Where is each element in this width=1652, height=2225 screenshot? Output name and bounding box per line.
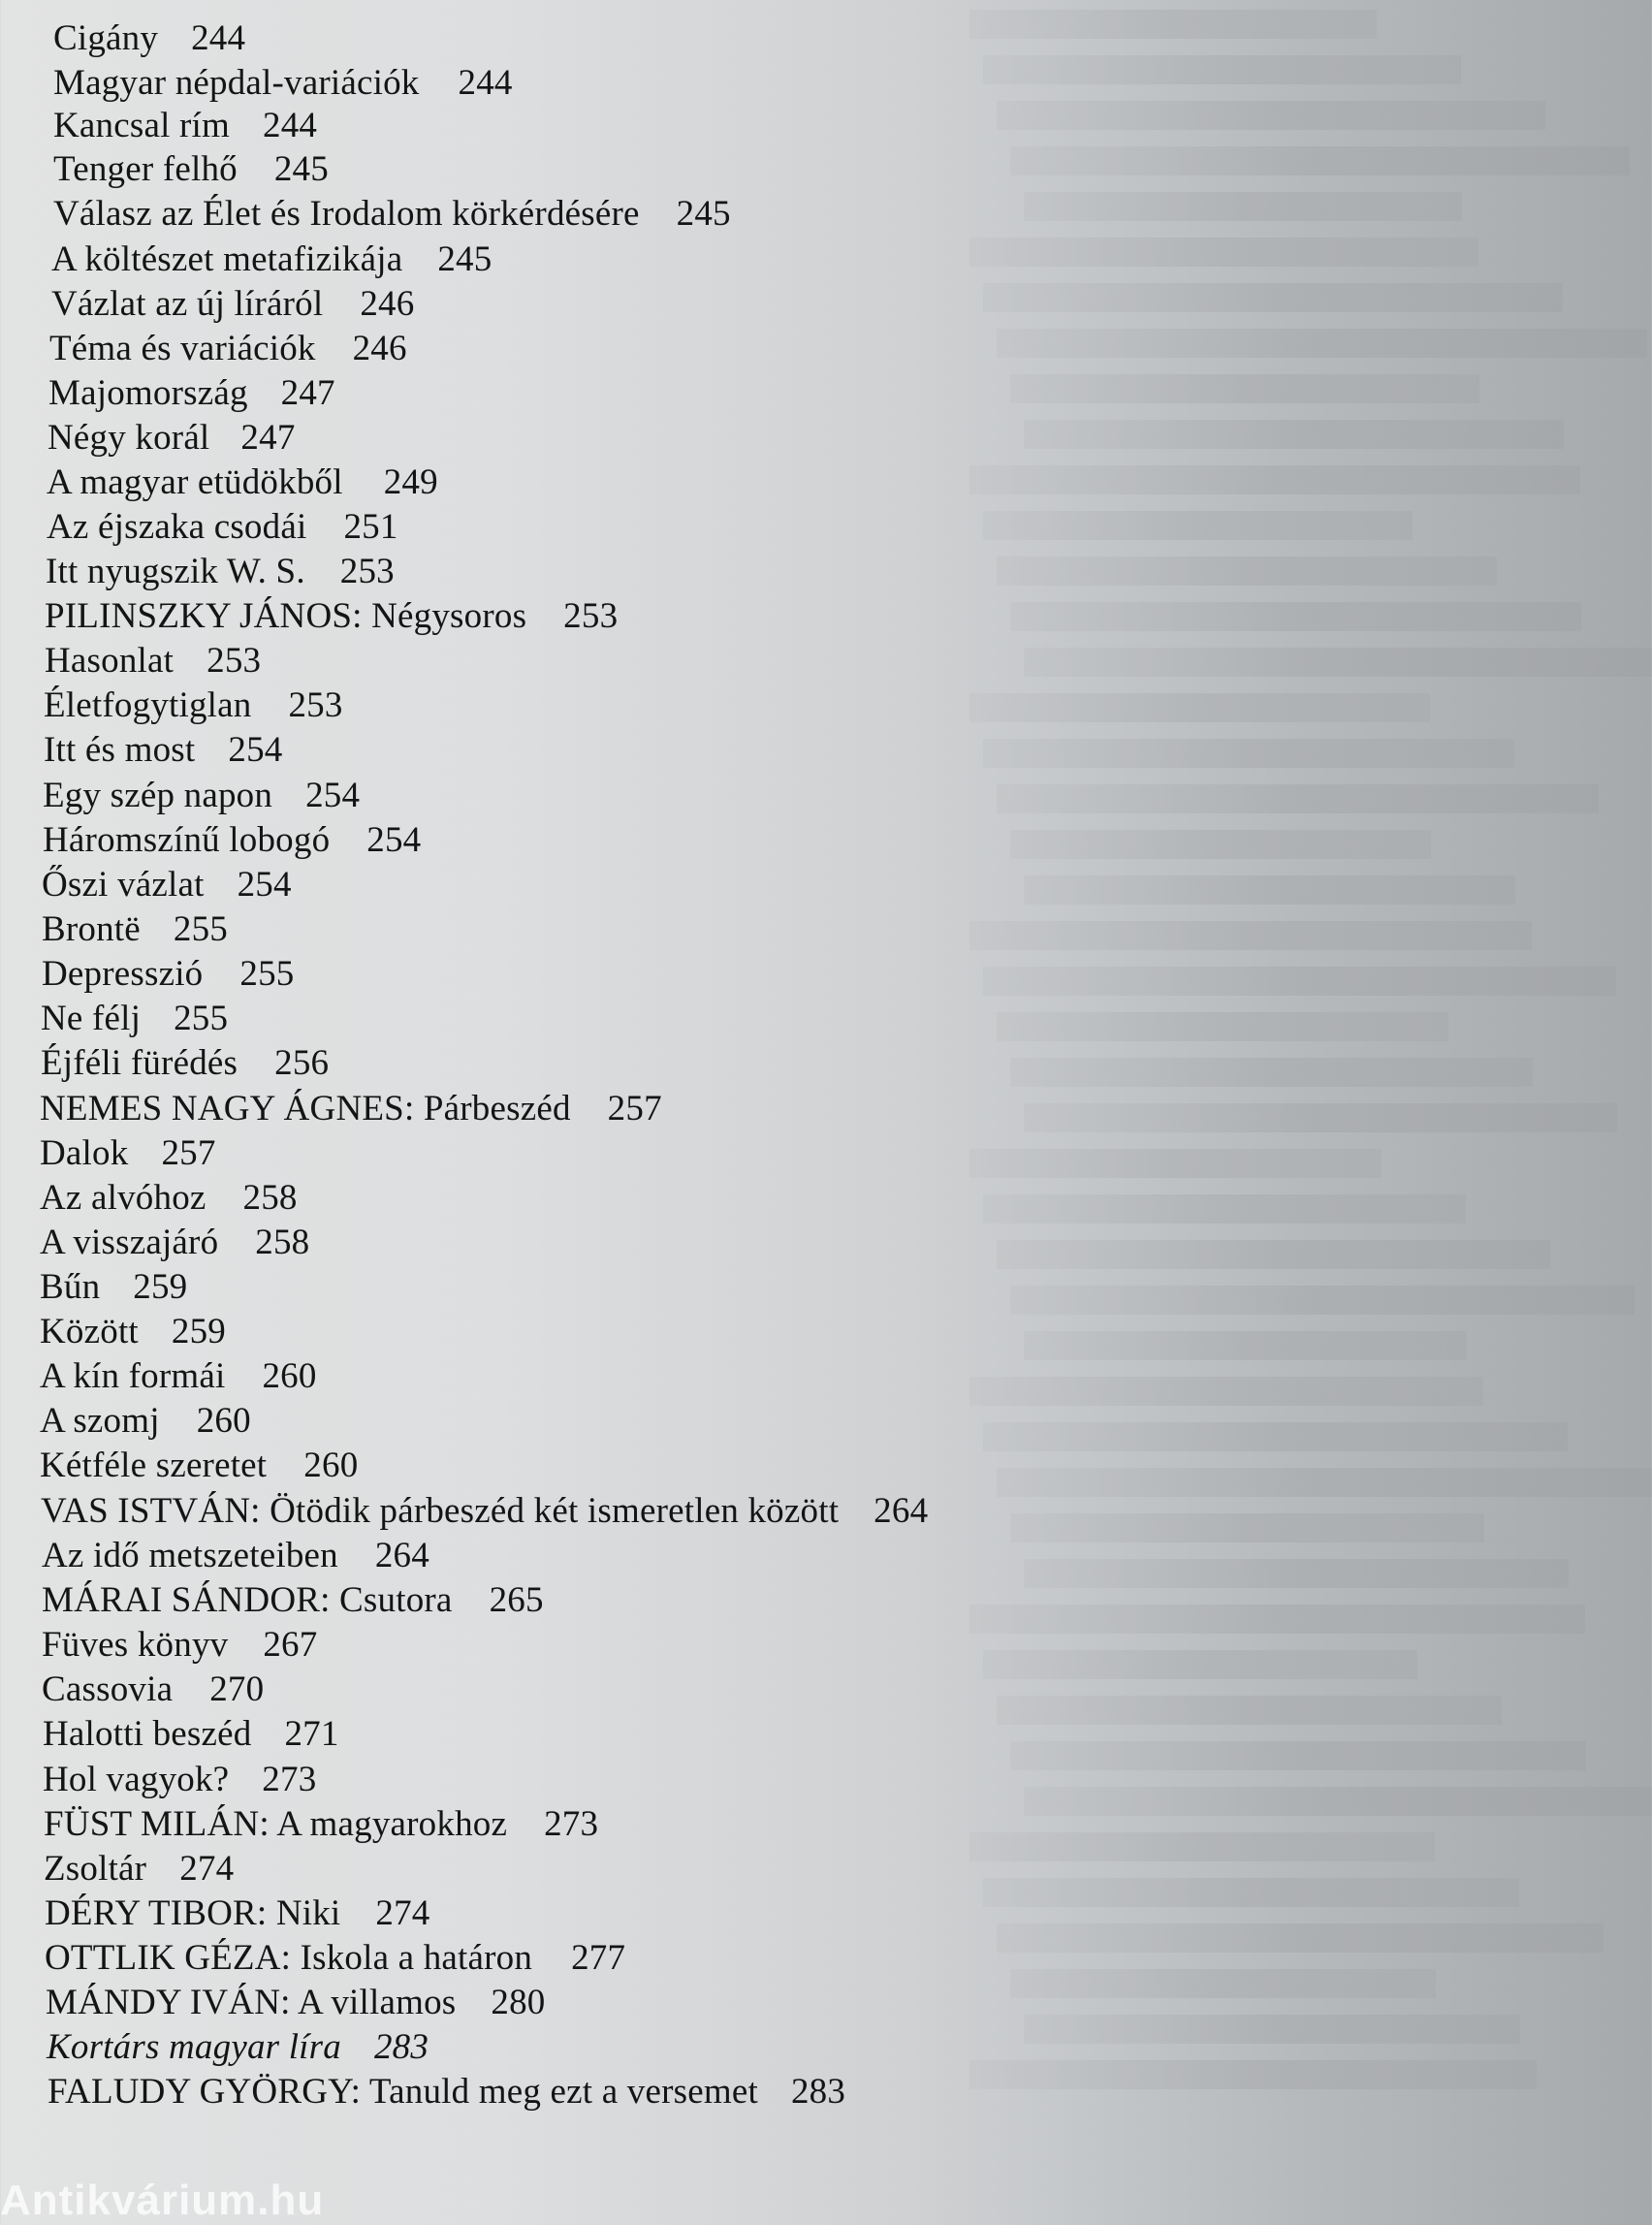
- entry-page-number: 244: [263, 106, 318, 145]
- bleed-through-line: [997, 1468, 1652, 1497]
- toc-entry: [40, 1445, 358, 1487]
- entry-title: Hol vagyok?: [43, 1760, 230, 1799]
- toc-entry: [42, 864, 292, 906]
- entry-page-number: 247: [280, 373, 335, 413]
- entry-title: MÁRAI SÁNDOR: Csutora: [42, 1580, 453, 1620]
- entry-title: Itt nyugszik W. S.: [46, 552, 305, 591]
- bleed-through-line: [1010, 1286, 1635, 1315]
- bleed-through-line: [969, 921, 1532, 950]
- entry-title: OTTLIK GÉZA: Iskola a határon: [45, 1938, 533, 1978]
- bleed-through-line: [1010, 1058, 1533, 1087]
- bleed-through-line: [1010, 1741, 1586, 1770]
- entry-title: Vázlat az új líráról: [51, 284, 324, 324]
- entry-title: Halotti beszéd: [43, 1714, 252, 1754]
- entry-title: FÜST MILÁN: A magyarokhoz: [44, 1804, 508, 1844]
- bleed-through-line: [969, 465, 1580, 494]
- bleed-through-line: [1024, 1787, 1652, 1816]
- entry-page-number: 244: [191, 18, 246, 58]
- entry-page-number: 257: [607, 1089, 662, 1128]
- toc-entry: [43, 1759, 316, 1801]
- bleed-through-line: [1024, 875, 1515, 905]
- entry-page-number: 253: [339, 552, 395, 591]
- bleed-through-line: [1024, 1559, 1569, 1588]
- bleed-through-line: [1010, 374, 1479, 403]
- entry-title: Brontë: [42, 909, 141, 949]
- toc-entry: [53, 17, 245, 60]
- toc-entry: [44, 1803, 598, 1846]
- toc-entry: [48, 372, 335, 415]
- bleed-through-line: [997, 1012, 1448, 1041]
- entry-title: Életfogytiglan: [44, 685, 252, 725]
- entry-title: Kortárs magyar líra: [47, 2027, 341, 2067]
- entry-title: Magyar népdal-variációk: [53, 63, 420, 103]
- entry-page-number: 246: [360, 284, 415, 324]
- entry-page-number: 264: [374, 1536, 429, 1575]
- entry-title: Majomország: [48, 373, 248, 413]
- entry-page-number: 246: [352, 329, 407, 368]
- entry-title: Egy szép napon: [43, 776, 273, 815]
- entry-page-number: 280: [491, 1983, 546, 2022]
- entry-title: DÉRY TIBOR: Niki: [45, 1893, 341, 1933]
- toc-entry: [40, 1311, 226, 1353]
- entry-title: NEMES NAGY ÁGNES: Párbeszéd: [40, 1089, 571, 1128]
- toc-entry: [51, 283, 414, 326]
- entry-page-number: 256: [274, 1043, 330, 1083]
- toc-entry: [42, 953, 295, 996]
- entry-title: Háromszínű lobogó: [43, 820, 331, 860]
- entry-page-number: 265: [489, 1580, 544, 1620]
- bleed-through-line: [997, 556, 1497, 586]
- toc-entry: [41, 1042, 329, 1085]
- entry-title: Itt és most: [44, 730, 196, 770]
- toc-entry: [42, 1624, 317, 1667]
- toc-entry: [43, 1713, 339, 1756]
- entry-page-number: 254: [228, 730, 283, 770]
- bleed-through-line: [983, 1650, 1417, 1679]
- entry-page-number: 273: [262, 1760, 317, 1799]
- entry-title: Dalok: [40, 1133, 129, 1173]
- toc-entry: [42, 1669, 264, 1711]
- watermark-logo: Antikvárium.hu: [0, 2177, 325, 2224]
- toc-entry: [40, 1266, 187, 1309]
- bleed-through-line: [969, 1377, 1483, 1406]
- toc-entry: [45, 640, 261, 683]
- toc-entry: [48, 2071, 845, 2114]
- toc-entry: [53, 105, 317, 147]
- entry-title: Között: [40, 1312, 139, 1351]
- entry-page-number: 254: [305, 776, 361, 815]
- entry-title: Depresszió: [42, 954, 204, 994]
- entry-title: Cassovia: [42, 1669, 174, 1709]
- bleed-through-line: [983, 55, 1461, 84]
- entry-page-number: 260: [262, 1356, 317, 1396]
- entry-page-number: 259: [171, 1312, 227, 1351]
- entry-title: Füves könyv: [42, 1625, 229, 1665]
- toc-entry: [44, 684, 343, 727]
- toc-entry: [46, 551, 395, 593]
- entry-page-number: 260: [303, 1446, 359, 1485]
- toc-entry: [49, 328, 407, 370]
- entry-page-number: 253: [563, 596, 619, 636]
- entry-title: A szomj: [40, 1401, 160, 1441]
- entry-page-number: 283: [373, 2027, 429, 2067]
- entry-title: Őszi vázlat: [42, 865, 205, 905]
- toc-entry: [46, 1982, 546, 2024]
- entry-page-number: 267: [263, 1625, 318, 1665]
- entry-page-number: 260: [196, 1401, 251, 1441]
- entry-title: Ne félj: [41, 999, 142, 1038]
- entry-title: Cigány: [53, 18, 159, 58]
- toc-entry: [41, 998, 228, 1040]
- bleed-through-line: [969, 2060, 1537, 2089]
- entry-title: Hasonlat: [45, 641, 175, 681]
- entry-page-number: 245: [676, 194, 731, 234]
- entry-page-number: 245: [437, 239, 492, 279]
- entry-page-number: 283: [790, 2072, 846, 2112]
- entry-page-number: 245: [273, 149, 329, 189]
- toc-entry: [53, 148, 329, 191]
- toc-entry: [45, 1937, 625, 1980]
- entry-page-number: 249: [383, 462, 438, 502]
- toc-entry: [42, 1535, 429, 1577]
- entry-title: Kétféle szeretet: [40, 1446, 268, 1485]
- bleed-through-line: [1024, 420, 1564, 449]
- entry-page-number: 273: [544, 1804, 599, 1844]
- entry-page-number: 274: [375, 1893, 430, 1933]
- entry-page-number: 253: [206, 641, 262, 681]
- bleed-through-line: [1010, 830, 1431, 859]
- bleed-through-line: [997, 101, 1545, 130]
- bleed-through-line: [983, 1194, 1466, 1224]
- bleed-through-line: [997, 1923, 1604, 1953]
- entry-title: A visszajáró: [40, 1223, 219, 1262]
- bleed-through-line: [983, 1422, 1568, 1451]
- bleed-through-line: [969, 10, 1377, 39]
- bleed-through-line: [1024, 192, 1462, 221]
- toc-entry: [40, 1177, 298, 1220]
- toc-entry: [40, 1088, 662, 1130]
- toc-entry: [42, 908, 228, 951]
- bleed-through-line: [997, 784, 1599, 813]
- entry-page-number: 255: [173, 909, 229, 949]
- bleed-through-line: [1024, 2015, 1520, 2044]
- bleed-through-line: [1010, 146, 1630, 175]
- entry-page-number: 270: [209, 1669, 265, 1709]
- bleed-through-line: [1010, 1513, 1484, 1542]
- bleed-through-line: [997, 1240, 1550, 1269]
- entry-page-number: 253: [288, 685, 343, 725]
- bleed-through-line: [1010, 602, 1581, 631]
- toc-entry: [53, 193, 731, 236]
- toc-entry: [47, 2026, 429, 2069]
- entry-title: MÁNDY IVÁN: A villamos: [46, 1983, 457, 2022]
- entry-title: Kancsal rím: [53, 106, 230, 145]
- entry-title: Téma és variációk: [49, 329, 316, 368]
- entry-page-number: 271: [284, 1714, 339, 1754]
- entry-title: A költészet metafizikája: [51, 239, 403, 279]
- bleed-through-line: [983, 739, 1514, 768]
- entry-title: Válasz az Élet és Irodalom körkérdésére: [53, 194, 640, 234]
- entry-title: A magyar etüdökből: [47, 462, 343, 502]
- toc-entry: [40, 1355, 317, 1398]
- bleed-through-line: [997, 1696, 1502, 1725]
- entry-title: Zsoltár: [44, 1849, 147, 1889]
- entry-page-number: 277: [571, 1938, 626, 1978]
- entry-title: Az éjszaka csodái: [47, 507, 307, 547]
- entry-page-number: 247: [240, 418, 296, 458]
- entry-title: Az alvóhoz: [40, 1178, 206, 1218]
- entry-title: Négy korál: [48, 418, 210, 458]
- entry-page-number: 254: [237, 865, 292, 905]
- toc-entry: [44, 729, 282, 772]
- toc-entry: [45, 1892, 430, 1935]
- bleed-through-line: [983, 283, 1563, 312]
- toc-entry: [48, 417, 296, 460]
- entry-page-number: 257: [161, 1133, 216, 1173]
- toc-entry: [44, 1848, 234, 1891]
- toc-entry: [51, 238, 492, 281]
- toc-entry: [43, 775, 360, 817]
- bleed-through-line: [1024, 1103, 1617, 1132]
- toc-entry: [40, 1132, 216, 1175]
- entry-page-number: 258: [242, 1178, 298, 1218]
- entry-title: A kín formái: [40, 1356, 226, 1396]
- toc-entry: [40, 1222, 309, 1264]
- entry-page-number: 259: [133, 1267, 188, 1307]
- entry-page-number: 251: [343, 507, 398, 547]
- bleed-through-line: [969, 238, 1478, 267]
- entry-title: PILINSZKY JÁNOS: Négysoros: [45, 596, 527, 636]
- entry-page-number: 274: [179, 1849, 235, 1889]
- entry-title: Bűn: [40, 1267, 101, 1307]
- entry-page-number: 264: [874, 1491, 929, 1531]
- toc-entry: [42, 1579, 544, 1622]
- bleed-through-line: [997, 329, 1647, 358]
- bleed-through-line: [969, 1149, 1382, 1178]
- toc-entry: [47, 461, 438, 504]
- entry-title: VAS ISTVÁN: Ötödik párbeszéd két ismeretlen között: [41, 1491, 840, 1531]
- bleed-through-line: [1010, 1969, 1436, 1998]
- entry-title: Az idő metszeteiben: [42, 1536, 338, 1575]
- entry-title: FALUDY GYÖRGY: Tanuld meg ezt a versemet: [48, 2072, 758, 2112]
- toc-entry: [45, 595, 618, 638]
- entry-title: Tenger felhő: [53, 149, 238, 189]
- bleed-through-line: [983, 511, 1413, 540]
- entry-page-number: 255: [174, 999, 229, 1038]
- entry-page-number: 255: [239, 954, 295, 994]
- bleed-through-line: [983, 967, 1616, 996]
- entry-title: Éjféli fürédés: [41, 1043, 238, 1083]
- bleed-through-line: [969, 1605, 1585, 1634]
- bleed-through-line: [1024, 1331, 1467, 1360]
- toc-entry: [40, 1400, 251, 1443]
- bleed-through-line: [969, 693, 1430, 722]
- bleed-through-line: [969, 1832, 1435, 1861]
- entry-page-number: 258: [255, 1223, 310, 1262]
- toc-entry: [43, 819, 421, 862]
- toc-entry: [53, 62, 513, 105]
- toc-entry: [47, 506, 398, 549]
- entry-page-number: 244: [458, 63, 513, 103]
- toc-entry: [41, 1490, 928, 1533]
- bleed-through-line: [983, 1878, 1519, 1907]
- entry-page-number: 254: [366, 820, 422, 860]
- bleed-through-line: [1024, 648, 1652, 677]
